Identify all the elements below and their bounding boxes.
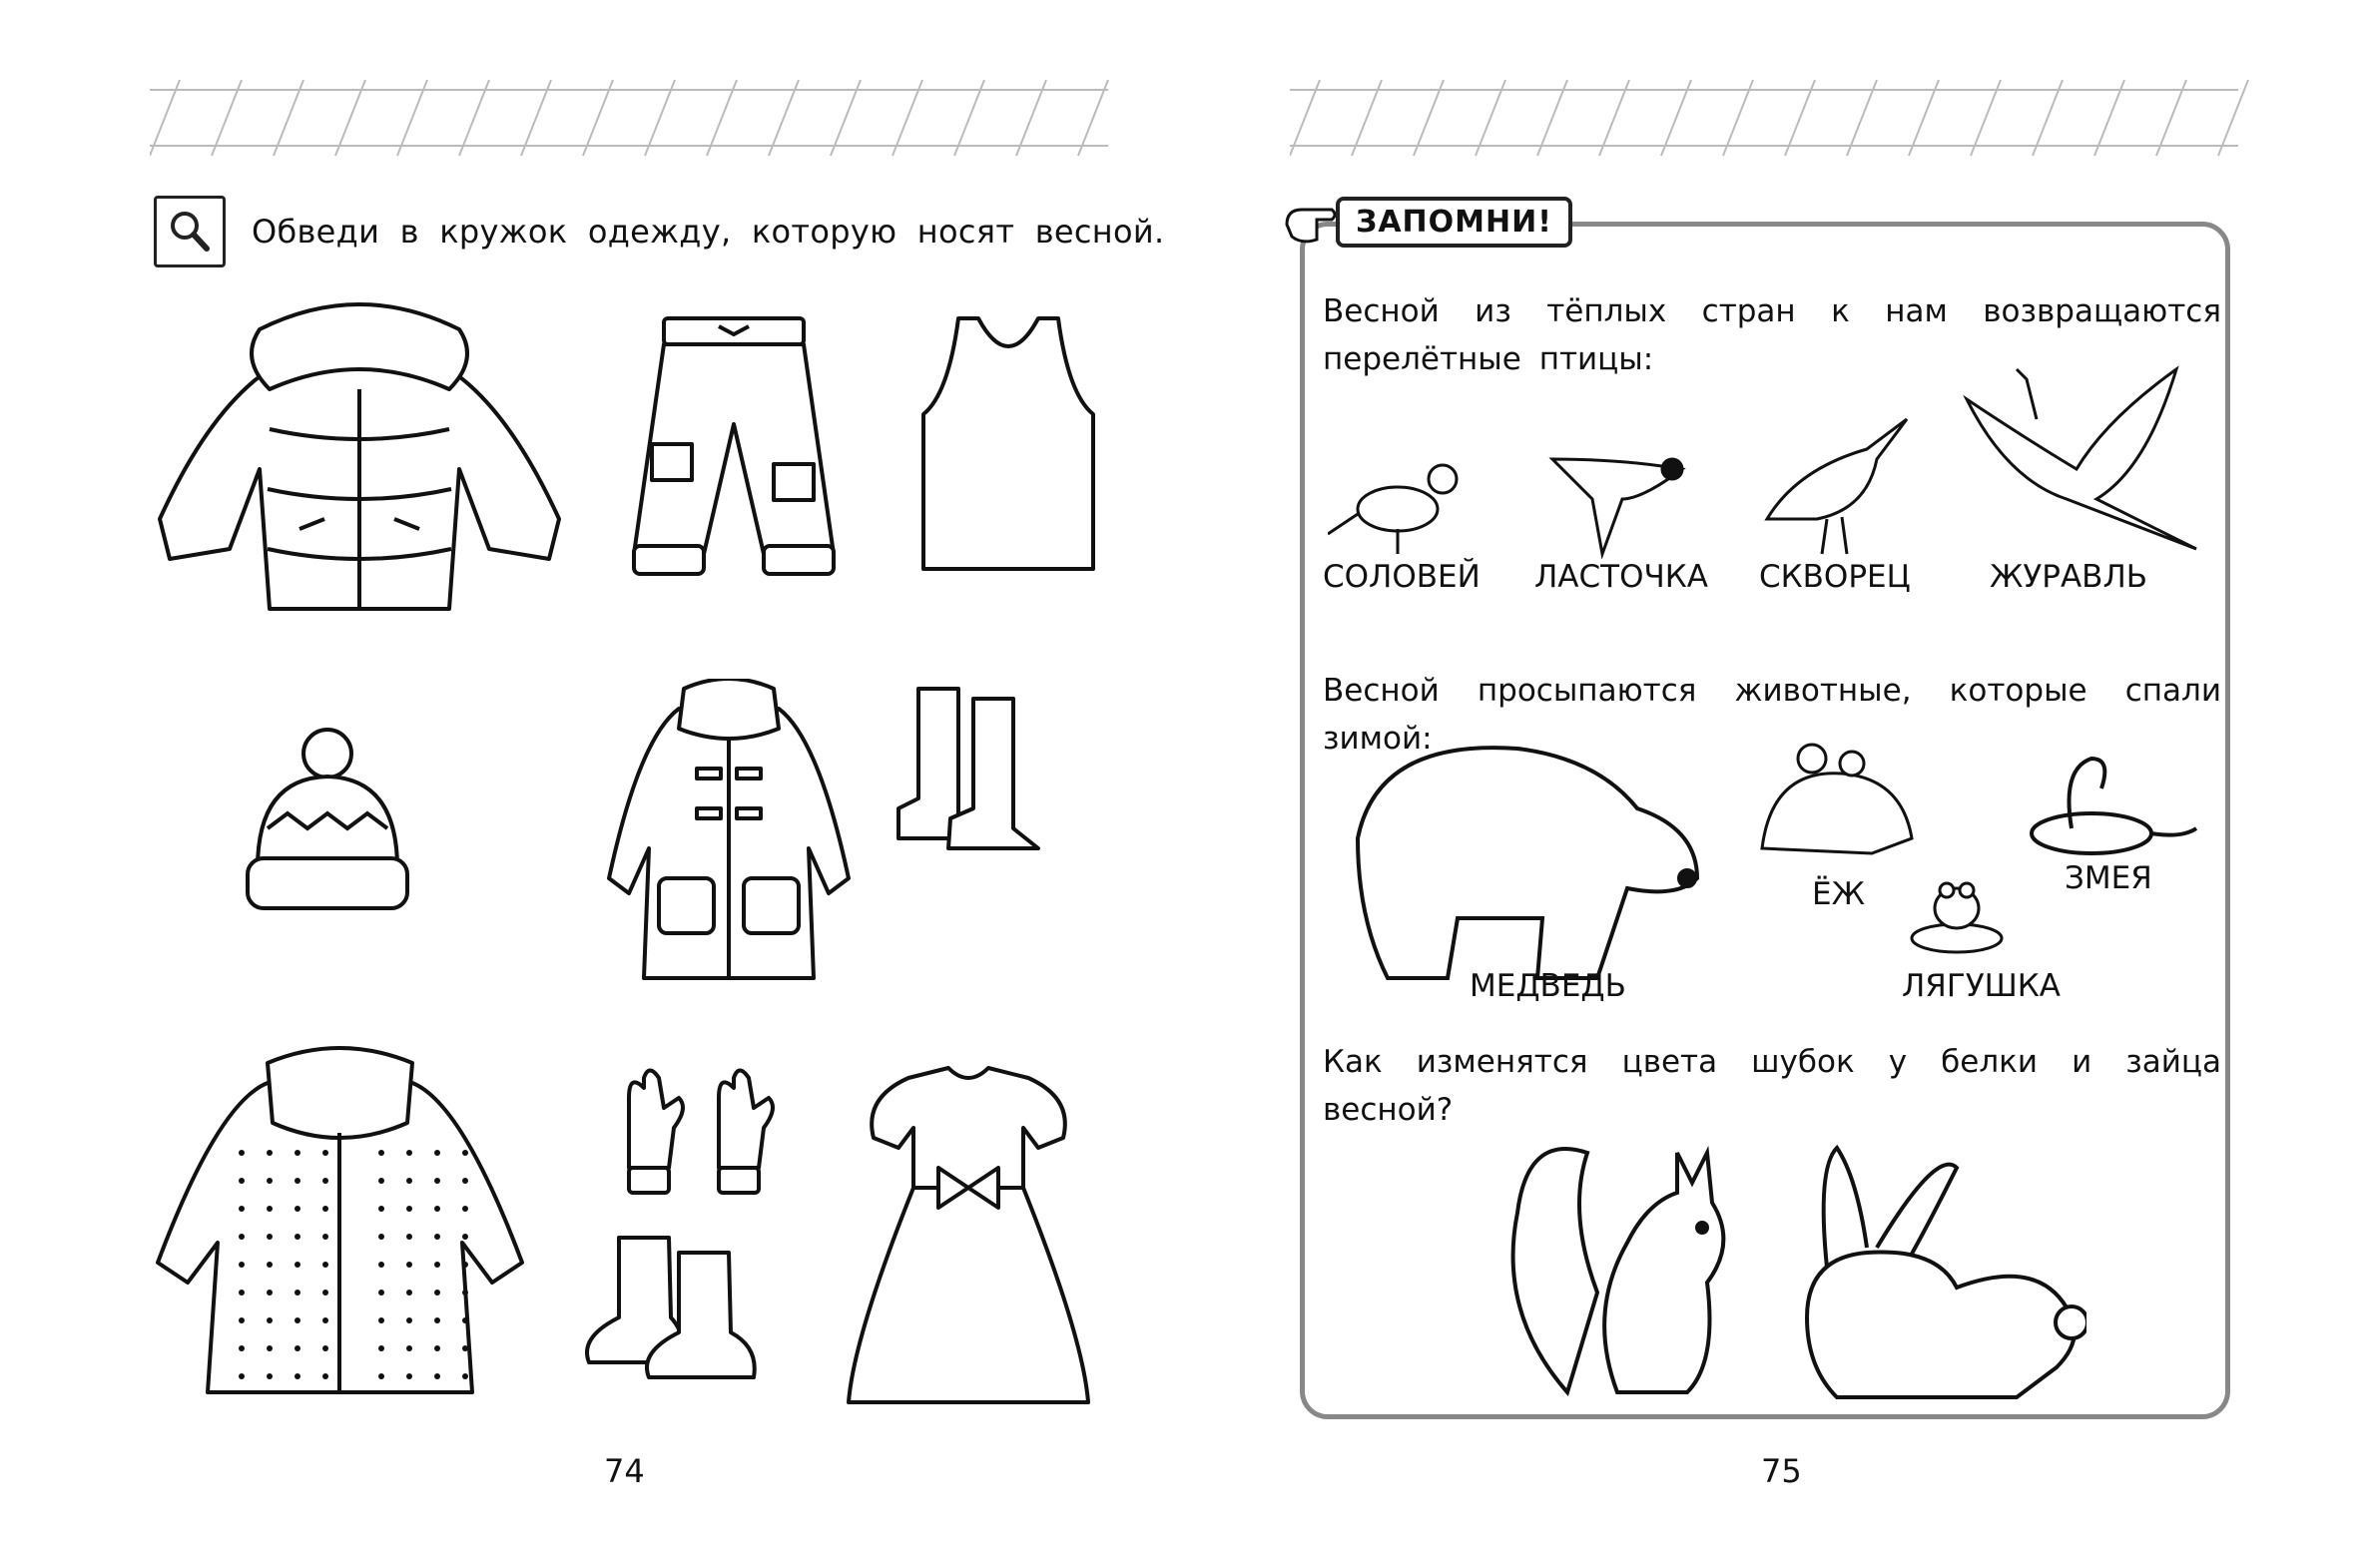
page-number-left: 74 [604,1452,645,1490]
pointing-hand-icon [1282,195,1342,255]
magnifier-icon [154,196,226,267]
dress-image [839,1058,1098,1407]
crane-image [1947,359,2206,559]
animals-paragraph: Весной просыпаются животные, которые спали зимой: [1323,673,2221,757]
pants-image [624,314,844,584]
hare-image [1787,1138,2086,1407]
gloves-image [609,1058,789,1198]
nightingale-image [1328,449,1478,559]
animal-label-snake: ЗМЕЯ [2065,860,2152,896]
swallow-image [1542,439,1692,559]
question-paragraph: Как изменятся цвета шубок у белки и зайца весной? [1323,1044,2221,1128]
animal-label-hedgehog: ЁЖ [1812,876,1865,912]
bird-label-starling: СКВОРЕЦ [1759,559,1911,595]
starling-image [1757,409,1917,559]
birds-paragraph: Весной из тёплых стран к нам возвращаются перелётные птицы: [1323,293,2221,377]
lace-boots-image [579,1228,769,1387]
raincoat-image [599,679,859,988]
bird-label-crane: ЖУРАВЛЬ [1990,559,2148,595]
animal-label-bear: МЕДВЕДЬ [1470,968,1626,1004]
bear-image [1338,719,1707,988]
handwriting-guide-lines [1290,80,2380,160]
bird-label-nightingale: СОЛОВЕЙ [1323,559,1481,595]
rubber-boots-image [889,679,1048,858]
task-header [154,196,1164,267]
snake-image [2022,749,2201,868]
animal-label-frog: ЛЯГУШКА [1902,968,2062,1004]
puffer-jacket-image [150,289,579,619]
bird-label-swallow: ЛАСТОЧКА [1534,559,1708,595]
knit-hat-image [238,719,417,918]
handwriting-guide-lines [150,80,1340,160]
remember-badge: ЗАПОМНИ! [1336,197,1572,248]
frog-image [1907,858,2007,958]
fur-coat-image [148,1043,532,1412]
page-number-right: 75 [1761,1452,1802,1490]
tank-top-image [918,314,1098,574]
task-instruction: Обведи в кружок одежду, которую носят весной. [252,213,1165,251]
hedgehog-image [1752,739,1922,868]
squirrel-image [1507,1113,1747,1402]
